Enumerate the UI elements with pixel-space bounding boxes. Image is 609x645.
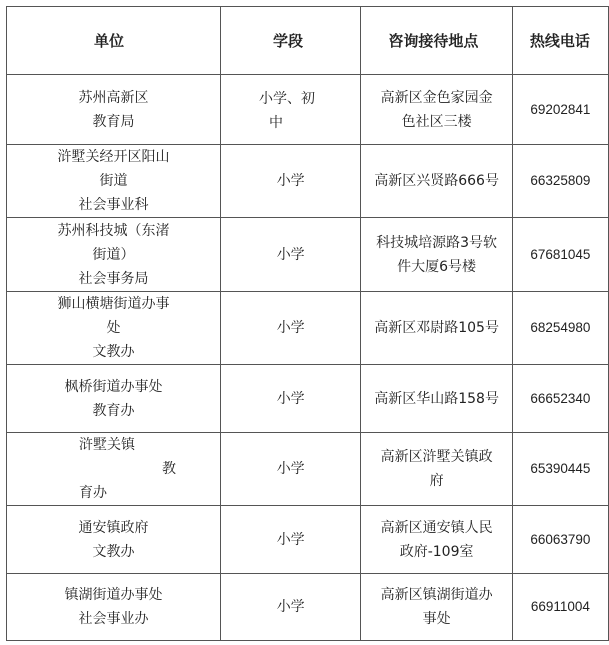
unit-line: 狮山横塘街道办事 bbox=[57, 296, 170, 312]
stage-line: 中 bbox=[269, 115, 283, 131]
phone-cell: 66652340 bbox=[512, 365, 608, 433]
place-cell bbox=[361, 433, 512, 506]
place-line: 高新区镇湖街道办 bbox=[380, 587, 493, 603]
unit-line: 社会事务局 bbox=[78, 270, 149, 287]
stage-cell: 小学 bbox=[221, 506, 361, 574]
unit-line: 苏州高新区 bbox=[78, 89, 149, 106]
stage-cell: 小学 bbox=[221, 292, 361, 365]
unit-line: 街道） bbox=[92, 246, 135, 263]
header-stage: 学段 bbox=[221, 7, 361, 75]
unit-line: 处 bbox=[106, 320, 121, 336]
unit-line: 镇湖街道办事处 bbox=[64, 587, 163, 603]
unit-line: 文教办 bbox=[92, 344, 135, 360]
unit-line: 浒墅关镇 bbox=[79, 437, 135, 453]
place-line: 政府-109室 bbox=[399, 543, 474, 560]
place-line: 事处 bbox=[422, 611, 451, 627]
unit-line: 教育局 bbox=[92, 113, 135, 130]
phone-cell: 69202841 bbox=[512, 75, 608, 145]
unit-line: 通安镇政府 bbox=[78, 519, 149, 536]
place-line: 府 bbox=[429, 473, 444, 489]
unit-cell bbox=[7, 292, 221, 365]
unit-line: 育办 bbox=[79, 485, 107, 501]
place-cell: 高新区邓尉路105号 bbox=[361, 292, 512, 365]
unit-line: 教 bbox=[162, 461, 176, 477]
place-line: 高新区金色家园金 bbox=[380, 89, 493, 106]
stage-line: 小学、初 bbox=[259, 91, 315, 107]
table-row bbox=[7, 218, 609, 292]
table-row bbox=[7, 292, 609, 365]
unit-cell bbox=[7, 433, 221, 506]
stage-cell: 小学 bbox=[221, 145, 361, 218]
phone-cell: 66063790 bbox=[512, 506, 608, 574]
header-phone: 热线电话 bbox=[512, 7, 608, 75]
table-row bbox=[7, 506, 609, 574]
unit-line: 社会事业办 bbox=[78, 611, 149, 627]
header-unit: 单位 bbox=[7, 7, 221, 75]
place-cell bbox=[361, 75, 512, 145]
place-cell: 高新区华山路158号 bbox=[361, 365, 512, 433]
phone-cell: 66325809 bbox=[512, 145, 608, 218]
phone-cell: 66911004 bbox=[512, 574, 608, 641]
unit-line: 社会事业科 bbox=[78, 197, 149, 213]
table-row bbox=[7, 75, 609, 145]
phone-cell: 65390445 bbox=[512, 433, 608, 506]
unit-cell bbox=[7, 506, 221, 574]
unit-line: 浒墅关经开区阳山 bbox=[57, 149, 170, 165]
place-line: 件大厦6号楼 bbox=[397, 258, 477, 275]
place-cell bbox=[361, 574, 512, 641]
header-place: 咨询接待地点 bbox=[361, 7, 512, 75]
unit-line: 街道 bbox=[99, 173, 128, 189]
place-line: 高新区通安镇人民 bbox=[380, 519, 493, 536]
unit-line: 教育办 bbox=[92, 402, 135, 419]
unit-cell bbox=[7, 365, 221, 433]
place-cell: 高新区兴贤路666号 bbox=[361, 145, 512, 218]
unit-line: 苏州科技城（东渚 bbox=[57, 222, 170, 239]
stage-cell: 小学 bbox=[221, 433, 361, 506]
unit-line: 文教办 bbox=[92, 543, 135, 560]
phone-cell: 68254980 bbox=[512, 292, 608, 365]
place-line: 高新区浒墅关镇政 bbox=[380, 449, 493, 465]
table-row bbox=[7, 145, 609, 218]
unit-cell bbox=[7, 145, 221, 218]
table-row bbox=[7, 365, 609, 433]
header-row bbox=[7, 7, 609, 75]
place-line: 色社区三楼 bbox=[401, 113, 472, 130]
stage-cell: 小学 bbox=[221, 574, 361, 641]
table-row bbox=[7, 574, 609, 641]
stage-cell: 小学 bbox=[221, 365, 361, 433]
stage-cell bbox=[221, 75, 361, 145]
place-line: 科技城培源路3号软 bbox=[376, 234, 498, 251]
unit-line: 枫桥街道办事处 bbox=[64, 378, 163, 395]
place-cell bbox=[361, 218, 512, 292]
unit-cell bbox=[7, 75, 221, 145]
table-row bbox=[7, 433, 609, 506]
unit-cell bbox=[7, 574, 221, 641]
stage-cell: 小学 bbox=[221, 218, 361, 292]
phone-cell: 67681045 bbox=[512, 218, 608, 292]
hotline-table bbox=[6, 6, 609, 641]
place-cell bbox=[361, 506, 512, 574]
unit-cell bbox=[7, 218, 221, 292]
